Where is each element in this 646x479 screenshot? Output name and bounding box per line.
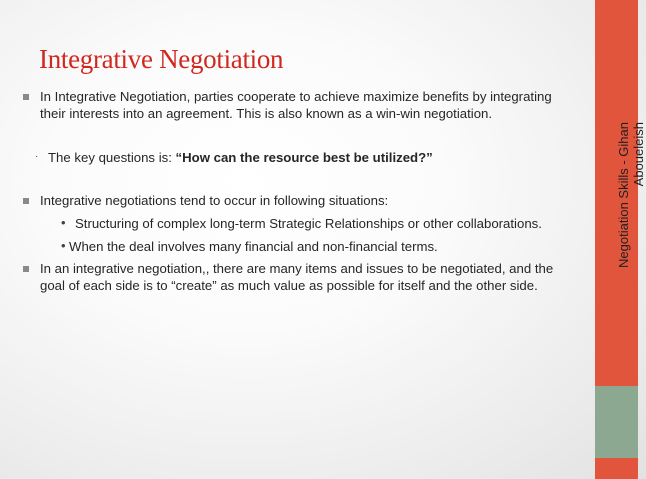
bullet-integrative-definition-line1: In Integrative Negotiation, parties cooperate to achieve maximize benefits by integrating [40, 89, 552, 104]
slide-title: Integrative Negotiation [39, 44, 284, 74]
sub-bullet-icon: • [61, 238, 66, 253]
sidebar-author-line2: Aboueleish [631, 122, 646, 187]
sidebar-green-block [595, 386, 638, 458]
sidebar-orange-footer [595, 458, 638, 479]
bullet-create-value-line2: goal of each side is to “create” as much value as possible for itself and the other side. [40, 278, 538, 293]
sidebar-footer-text [595, 0, 646, 386]
sidebar-author-line1: Negotiation Skills - Gihan [616, 122, 631, 268]
bullet-integrative-definition-line2: their interests into an agreement. This is also known as a win-win negotiation. [40, 106, 493, 121]
key-question-text: “How can the resource best be utilized?” [175, 150, 433, 165]
sub-bullet-strategic: Structuring of complex long-term Strategic Relationships or other collaborations. [75, 216, 542, 231]
key-question-prefix: The key questions is: [48, 150, 176, 165]
small-dot-icon: · [35, 151, 39, 162]
sub-bullet-icon: • [61, 215, 66, 230]
sidebar [595, 0, 646, 479]
bullet-marker-icon [23, 94, 29, 100]
bullet-marker-icon [23, 266, 29, 272]
bullet-situations: Integrative negotiations tend to occur in following situations: [40, 193, 389, 208]
bullet-create-value-line1: In an integrative negotiation,, there are many items and issues to be negotiated, and the [40, 261, 554, 276]
bullet-marker-icon [23, 198, 29, 204]
sub-bullet-financial: When the deal involves many financial and non-financial terms. [69, 239, 438, 254]
key-question [48, 148, 433, 168]
